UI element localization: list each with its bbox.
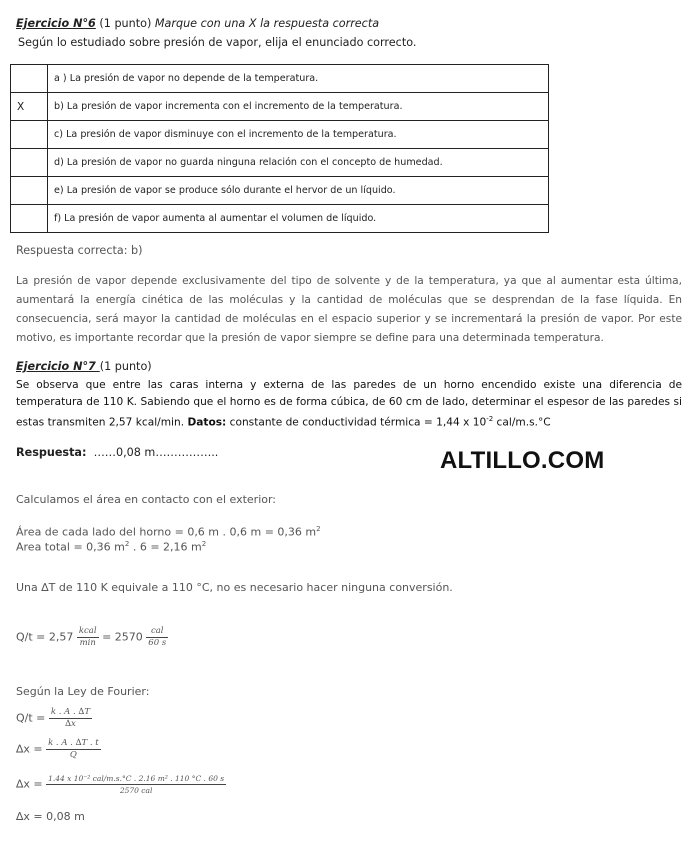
area-side-text: Área de cada lado del horno = 0,6 m . 0,6 m = 0,36 m xyxy=(16,525,317,539)
square-exp: 2 xyxy=(316,525,321,533)
frac-den: min xyxy=(79,638,96,648)
fraction-fourier xyxy=(49,707,92,730)
ex6-title-instruction: Marque con una X la respuesta correcta xyxy=(154,17,380,30)
frac-num: k . A . ∆T xyxy=(50,707,90,717)
qt-label: Q/t = xyxy=(16,711,49,725)
fraction-kcal-min xyxy=(77,626,99,649)
option-row[interactable] xyxy=(11,65,549,93)
area-intro: Calculamos el área en contacto con el exterior: xyxy=(16,493,277,506)
frac-num: k . A . ∆T . t xyxy=(48,738,99,748)
area-side xyxy=(16,525,321,539)
frac-num: cal xyxy=(146,626,168,638)
option-row[interactable] xyxy=(11,93,549,121)
option-mark[interactable] xyxy=(11,121,48,149)
fourier-formula-2 xyxy=(16,738,101,761)
fraction-dx xyxy=(46,738,101,761)
final-result: ∆x = 0,08 m xyxy=(16,810,85,823)
ex7-title xyxy=(16,360,152,374)
ex7-title-points: (1 punto) xyxy=(99,360,152,373)
option-mark[interactable] xyxy=(11,149,48,177)
option-mark[interactable] xyxy=(11,65,48,93)
fraction-cal-60s xyxy=(146,626,168,649)
frac-den: Q xyxy=(69,750,77,760)
ex6-subtitle: Según lo estudiado sobre presión de vapor, elija el enunciado correcto. xyxy=(18,36,417,49)
option-text: d) La presión de vapor no guarda ninguna relación con el concepto de humedad. xyxy=(48,149,549,177)
option-row[interactable] xyxy=(11,205,549,233)
option-mark[interactable] xyxy=(11,205,48,233)
square-exp: 2 xyxy=(124,540,130,548)
dx-label: ∆x = xyxy=(16,777,47,791)
dx-label: ∆x = xyxy=(16,742,47,756)
fourier-intro: Según la Ley de Fourier: xyxy=(16,685,150,698)
delta-t-text: Una ∆T de 110 K equivale a 110 °C, no es necesario hacer ninguna conversión. xyxy=(16,581,453,594)
qt-prefix: Q/t = 2,57 xyxy=(16,630,77,644)
ex6-title-points: (1 punto) xyxy=(95,17,155,30)
option-mark[interactable]: X xyxy=(11,93,48,121)
option-text: c) La presión de vapor disminuye con el incremento de la temperatura. xyxy=(48,121,549,149)
frac-den: 60 s xyxy=(148,638,167,648)
option-row[interactable] xyxy=(11,177,549,205)
ex7-data-text: constante de conductividad térmica = 1,44 x 10 xyxy=(226,416,487,429)
fourier-formula-3 xyxy=(16,773,226,796)
fraction-substitution xyxy=(46,773,226,796)
frac-num: kcal xyxy=(78,626,97,636)
option-text: a ) La presión de vapor no depende de la temperatura. xyxy=(48,65,549,93)
altillo-watermark: ALTILLO.COM xyxy=(440,447,605,474)
frac-den: ∆x xyxy=(65,719,76,729)
ex7-answer-value: ……0,08 m…………….. xyxy=(93,446,219,459)
qt-eq: = 2570 xyxy=(98,630,147,644)
option-row[interactable] xyxy=(11,121,549,149)
ex7-statement-text: Se observa que entre las caras interna y externa de las paredes de un horno encendido existe una diferencia de temperatura de 110 K. Sabiendo que el horno es de forma cúbica, de 60 cm de lado, determinar el espesor de las paredes si estas transmiten 2,57 kcal/min. xyxy=(16,379,682,429)
fourier-formula-1 xyxy=(16,707,92,730)
area-total-rest: . 6 = 2,16 m xyxy=(129,540,202,554)
option-text: b) La presión de vapor incrementa con el incremento de la temperatura. xyxy=(48,93,549,121)
ex7-title-label: Ejercicio N°7 xyxy=(16,360,100,373)
ex7-answer-label: Respuesta: xyxy=(16,446,87,459)
ex6-title xyxy=(16,17,379,31)
ex7-answer-line xyxy=(16,446,218,460)
square-exp: 2 xyxy=(201,540,207,548)
option-row[interactable] xyxy=(11,149,549,177)
frac-num: 1.44 x 10⁻² cal/m.s.°C . 2.16 m² . 110 °C . 60 s xyxy=(48,774,225,783)
ex6-answer: Respuesta correcta: b) xyxy=(16,244,143,257)
ex7-data-label: Datos: xyxy=(187,416,227,429)
options-table xyxy=(10,64,549,233)
option-text: f) La presión de vapor aumenta al aumentar el volumen de líquido. xyxy=(48,205,549,233)
ex6-title-label: Ejercicio N°6 xyxy=(16,17,96,30)
ex7-data-exp: -2 xyxy=(486,415,494,423)
option-mark[interactable] xyxy=(11,177,48,205)
frac-den: 2570 cal xyxy=(119,786,153,795)
ex7-statement xyxy=(16,377,682,432)
option-text: e) La presión de vapor se produce sólo durante el hervor de un líquido. xyxy=(48,177,549,205)
ex7-data-unit: cal/m.s.°C xyxy=(493,416,551,429)
qt-conversion xyxy=(16,626,168,649)
area-total xyxy=(16,540,206,554)
ex6-explanation: La presión de vapor depende exclusivamente del tipo de solvente y de la temperatura, ya que al aumentar esta última, aumentará la energía cinética de las moléculas y la cantidad de moléculas que se desprendan de la fase líquida. En consecuencia, será mayor la cantidad de moléculas en el espacio superior y se incrementará la presión de vapor. Por este motivo, es importante recordar que la presión de vapor siempre se define para una determinada temperatura. xyxy=(16,275,682,344)
area-total-text: Area total = 0,36 m xyxy=(16,540,125,554)
